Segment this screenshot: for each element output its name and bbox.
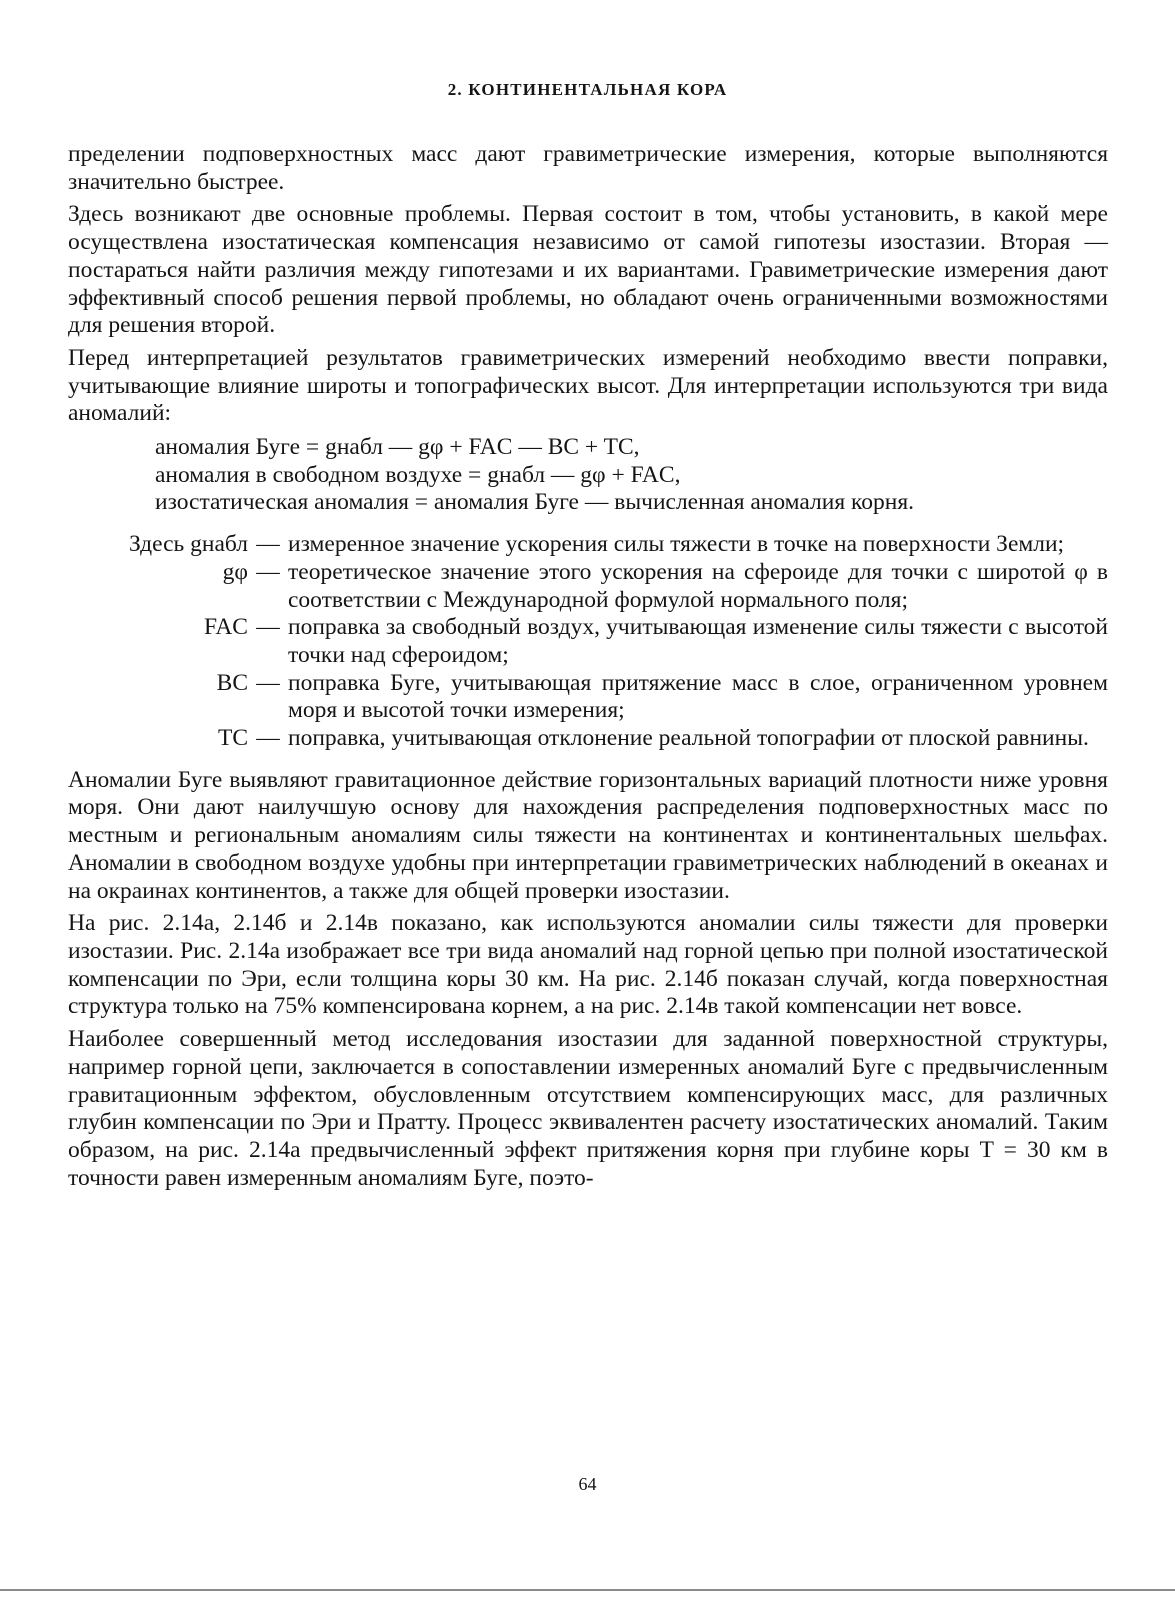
page-body [68, 141, 1108, 1197]
definition-text: измеренное значение ускорения силы тяжести в точке на поверхности Земли; [288, 531, 1065, 558]
running-header: 2. КОНТИНЕНТАЛЬНАЯ КОРА [447, 80, 728, 99]
paragraph: Здесь возникают две основные проблемы. Первая состоит в том, чтобы установить, в какой мере осуществлена изостатическая компенсация независимо от самой гипотезы изостазии. Вторая — постараться найти различия между гипотезами и их вариантами. Гравиметрические измерения дают эффективный способ решения первой проблемы, но обладают очень ограниченными возможностями для решения второй. [68, 201, 1108, 339]
paragraph: Перед интерпретацией результатов гравиметрических измерений необходимо ввести поправки, учитывающие влияние широты и топографических высот. Для интерпретации используются три вида аномалий: [68, 344, 1108, 427]
definition-list [68, 531, 1108, 753]
definition-item [68, 614, 1108, 669]
definition-text: теоретическое значение этого ускорения на сфероиде для точки с широтой φ в соответствии с Международной формулой нормального поля; [288, 558, 1108, 613]
definition-symbol: gφ [222, 558, 248, 585]
scan-bottom-edge [0, 1589, 1175, 1591]
formula-list [155, 434, 1108, 517]
definition-dash: — [256, 614, 280, 641]
paragraph: Наиболее совершенный метод исследования изостазии для заданной поверхностной структуры, например горной цепи, заключается в сопоставлении измеренных аномалий Буге с предвычисленным гравитационным эффектом, обусловленным отсутствием компенсирующих масс, для различных глубин компенсации по Эри и Пратту. Процесс эквивалентен расчету изостатических аномалий. Таким образом, на рис. 2.14а предвычисленный эффект притяжения корня при глубине коры T = 30 км в точности равен измеренным аномалиям Буге, поэто- [68, 1026, 1108, 1191]
paragraph: Аномалии Буге выявляют гравитационное действие горизонтальных вариаций плотности ниже уровня моря. Они дают наилучшую основу для нахождения распределения подповерхностных масс по местным и региональным аномалиям силы тяжести на континентах и континентальных шельфах. Аномалии в свободном воздухе удобны при интерпретации гравиметрических наблюдений в океанах и на окраинах континентов, а также для общей проверки изостазии. [68, 766, 1108, 904]
definition-text: поправка за свободный воздух, учитывающая изменение силы тяжести с высотой точки над сфероидом; [288, 614, 1108, 668]
definition-symbol: TC [217, 725, 248, 752]
definition-dash: — [256, 558, 280, 585]
formula-bouguer: аномалия Буге = gнабл — gφ + FAC — BC + TC, [155, 434, 640, 461]
page-number: 64 [578, 1474, 597, 1494]
definition-item [68, 531, 1108, 559]
definition-text: поправка, учитывающая отклонение реальной топографии от плоской равнины. [288, 725, 1089, 752]
paragraph: пределении подповерхностных масс дают гравиметрические измерения, которые выполняются значительно быстрее. [68, 141, 1108, 195]
definition-dash: — [256, 725, 280, 752]
definition-symbol: FAC [204, 614, 248, 641]
definition-item [68, 670, 1108, 725]
formula-free-air: аномалия в свободном воздухе = gнабл — gφ + FAC, [155, 461, 681, 488]
definition-dash: — [256, 531, 280, 558]
definition-symbol: BC [216, 669, 248, 696]
definition-dash: — [256, 669, 280, 696]
paragraph: На рис. 2.14а, 2.14б и 2.14в показано, как используются аномалии силы тяжести для проверки изостазии. Рис. 2.14а изображает все три вида аномалий над горной цепью при полной изостатической компенсации по Эри, если толщина коры 30 км. На рис. 2.14б показан случай, когда поверхностная структура только на 75% компенсирована корнем, а на рис. 2.14в такой компенсации нет вовсе. [68, 910, 1108, 1020]
definition-text: поправка Буге, учитывающая притяжение масс в слое, ограниченном уровнем моря и высотой точки измерения; [288, 669, 1108, 724]
definition-item [68, 725, 1108, 753]
definition-item [68, 559, 1108, 614]
definition-symbol: Здесь gнабл [128, 531, 248, 558]
formula-isostatic: изостатическая аномалия = аномалия Буге — вычисленная аномалия корня. [155, 489, 914, 516]
